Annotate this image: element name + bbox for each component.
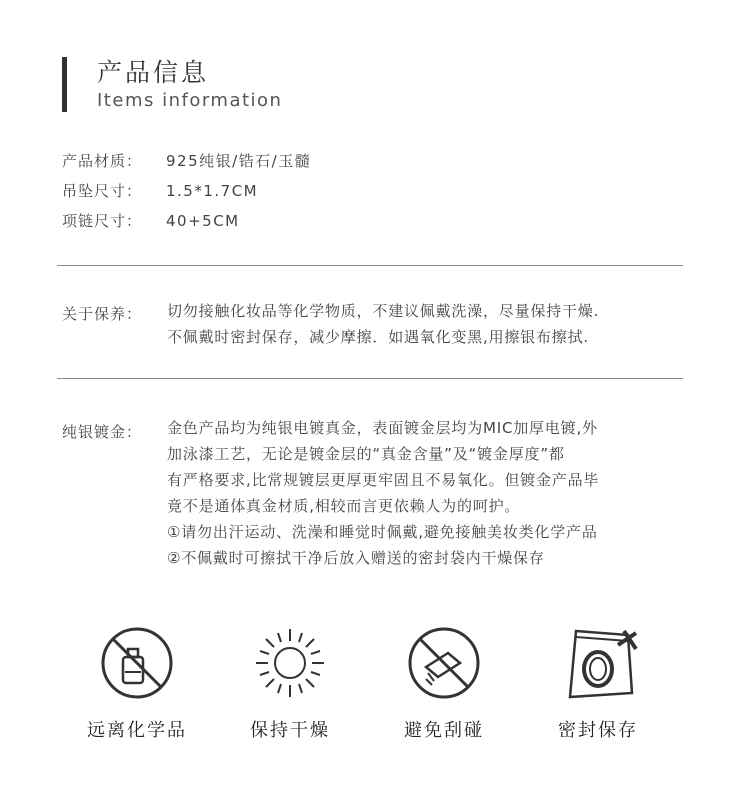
spec-row-pendant-size: [62, 180, 258, 201]
plating-line: 金色产品均为纯银电镀真金，表面镀金层均为MIC加厚电镀,外: [167, 419, 598, 437]
plating-line: 有严格要求,比常规镀层更厚更牢固且不易氧化。但镀金产品毕: [167, 471, 600, 489]
plating-line: ①请勿出汗运动、洗澡和睡觉时佩戴,避免接触美妆类化学产品: [167, 523, 598, 541]
plating-line: 加泳漆工艺，无论是镀金层的“真金含量”及“镀金厚度”都: [167, 445, 565, 463]
spec-label: 产品材质：: [62, 152, 143, 170]
care-text: [167, 298, 599, 350]
header-bar: [62, 57, 67, 112]
sun-icon: [250, 623, 330, 703]
plating-label: 纯银镀金：: [62, 423, 143, 441]
spec-value: 925纯银/锆石/玉髓: [166, 152, 312, 170]
plating-line: ②不佩戴时可擦拭干净后放入赠送的密封袋内干燥保存: [167, 549, 545, 567]
sealed-bag-icon: [558, 623, 638, 703]
plating-line: 竟不是通体真金材质,相较而言更依赖人为的呵护。: [167, 497, 521, 515]
divider: [57, 265, 683, 266]
divider: [57, 378, 683, 379]
spec-row-chain-size: [62, 210, 240, 231]
icon-label-keep-dry: 保持干燥: [250, 720, 330, 741]
care-line: 切勿接触化妆品等化学物质，不建议佩戴洗澡，尽量保持干燥.: [167, 302, 600, 320]
spec-label: 项链尺寸：: [62, 212, 143, 230]
spec-row-material: [62, 150, 311, 171]
icon-label-sealed-storage: 密封保存: [558, 720, 638, 741]
no-scratch-icon: [404, 623, 484, 703]
icon-label-no-chemicals: 远离化学品: [87, 720, 187, 741]
spec-value: 40+5CM: [166, 212, 240, 230]
page-title: 产品信息: [97, 58, 210, 87]
page-subtitle: Items information: [97, 90, 283, 111]
care-line: 不佩戴时密封保存，减少摩擦．如遇氧化变黑,用擦银布擦拭.: [167, 328, 589, 346]
no-chemicals-icon: [97, 623, 177, 703]
spec-label: 吊坠尺寸：: [62, 182, 143, 200]
care-label: 关于保养：: [62, 305, 143, 323]
spec-value: 1.5*1.7CM: [166, 182, 259, 200]
plating-text: [167, 415, 599, 571]
icon-label-avoid-scratch: 避免刮碰: [404, 720, 484, 741]
